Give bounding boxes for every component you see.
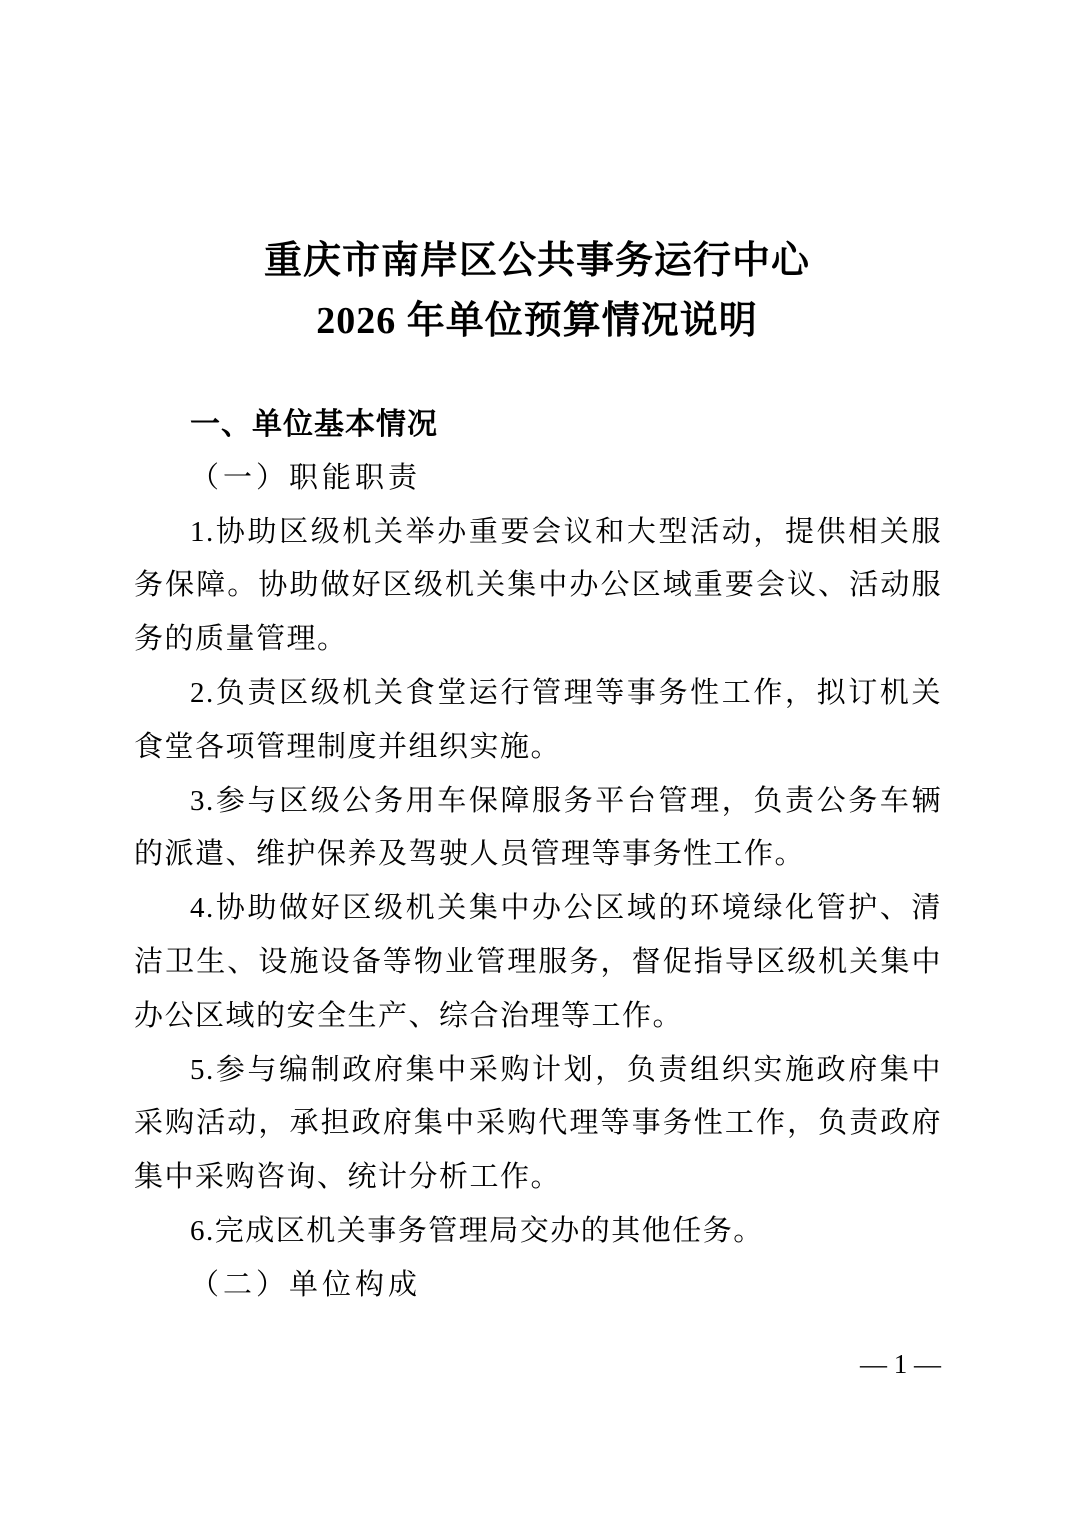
document-title [0,231,1074,351]
page-number: — 1 — [860,1349,941,1379]
title-line-1: 重庆市南岸区公共事务运行中心 [263,240,810,282]
paragraph-duty-1: 1.协助区级机关举办重要会议和大型活动，提供相关服务保障。协助做好区级机关集中办公区域重要会议、活动服务的质量管理。 [134,515,942,656]
section-heading-unit-basic-info: 一、单位基本情况 [190,408,438,441]
subsection-heading-unit-composition: （二）单位构成 [190,1268,422,1301]
document-body [134,398,942,1313]
subsection-heading-duties: （一）职能职责 [190,461,422,494]
paragraph-duty-4: 4.协助做好区级机关集中办公区域的环境绿化管护、清洁卫生、设施设备等物业管理服务，督促指导区级机关集中办公区域的安全生产、综合治理等工作。 [134,892,942,1032]
page-footer [860,1348,941,1380]
paragraph-duty-3: 3.参与区级公务用车保障服务平台管理，负责公务车辆的派遣、维护保养及驾驶人员管理等事务性工作。 [134,784,942,871]
paragraph-duty-2: 2.负责区级机关食堂运行管理等事务性工作，拟订机关食堂各项管理制度并组织实施。 [134,676,942,763]
paragraph-duty-5: 5.参与编制政府集中采购计划，负责组织实施政府集中采购活动，承担政府集中采购代理等事务性工作，负责政府集中采购咨询、统计分析工作。 [134,1053,942,1194]
title-line-2: 2026 年单位预算情况说明 [316,300,758,342]
paragraph-duty-6: 6.完成区机关事务管理局交办的其他任务。 [190,1214,764,1247]
